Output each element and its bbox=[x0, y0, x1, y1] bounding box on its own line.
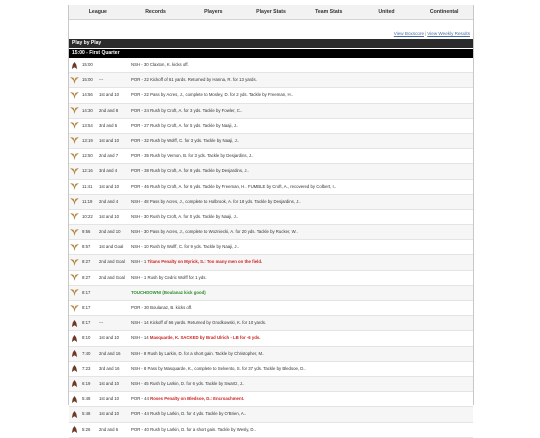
play-yardline: NSH - 8 bbox=[131, 350, 148, 356]
play-description bbox=[131, 210, 471, 224]
play-row bbox=[69, 377, 473, 392]
play-down: 3rd and 5 bbox=[99, 122, 118, 128]
team-logo-icon bbox=[70, 289, 79, 296]
play-time: 5:48 bbox=[82, 396, 91, 402]
play-row bbox=[69, 407, 473, 422]
play-description bbox=[131, 195, 471, 209]
play-description bbox=[131, 362, 471, 376]
play-description bbox=[131, 316, 471, 330]
play-text: Rush by Croft, A. for 6 yds. Tackle by Freeman, H.. FUMBLE by Croft, A., recovered by Colbert, I.. bbox=[150, 183, 337, 189]
play-row bbox=[69, 88, 473, 103]
play-row bbox=[69, 271, 473, 286]
play-text: Pass by Masquarde, K., complete to Selvento, S. for 37 yds. Tackle by Bledsoe, D.. bbox=[147, 365, 306, 371]
play-description bbox=[131, 88, 471, 102]
top-nav bbox=[69, 5, 473, 20]
quarter-header: 15:00 - First Quarter bbox=[69, 49, 473, 58]
play-yardline: NSH - 45 bbox=[131, 380, 150, 386]
play-row bbox=[69, 164, 473, 179]
team-logo-icon bbox=[70, 153, 79, 160]
play-down: 2nd and Goal bbox=[99, 274, 125, 280]
team-logo-icon bbox=[70, 107, 79, 114]
nav-continental[interactable]: Continental bbox=[429, 9, 459, 15]
play-time: 8:27 bbox=[82, 274, 91, 280]
play-row bbox=[69, 58, 473, 73]
play-row bbox=[69, 195, 473, 210]
play-down: --- bbox=[99, 77, 104, 83]
play-time: 10:22 bbox=[82, 213, 93, 219]
team-logo-icon bbox=[70, 411, 79, 418]
play-row bbox=[69, 119, 473, 134]
play-description bbox=[131, 164, 471, 178]
play-row bbox=[69, 240, 473, 255]
play-row bbox=[69, 316, 473, 331]
play-time: 13:19 bbox=[82, 137, 93, 143]
play-time: 8:17 bbox=[82, 305, 91, 310]
play-down: 1st and Goal bbox=[99, 244, 124, 250]
play-yardline: POR - 38 bbox=[131, 168, 151, 174]
play-time: 14:56 bbox=[82, 92, 93, 98]
play-time: 6:19 bbox=[82, 380, 91, 386]
play-row bbox=[69, 104, 473, 119]
play-text: Rush by Croft, A. for 5 yds. Tackle by Naaji, J.. bbox=[150, 122, 239, 128]
play-yardline: POR - 27 bbox=[131, 122, 151, 128]
play-text: Claxton, K. kicks off. bbox=[149, 62, 189, 67]
team-logo-icon bbox=[70, 365, 79, 372]
play-yardline: POR - 35 bbox=[131, 153, 151, 159]
play-text: Pass by Acres, J., complete to Wozniecki, A. for 20 yds. Tackle by Rucker, W.. bbox=[149, 229, 298, 235]
play-down: 1st and 10 bbox=[99, 137, 120, 143]
play-row bbox=[69, 423, 473, 438]
view-weekly-results-link[interactable]: View Weekly Results bbox=[427, 31, 470, 36]
play-description bbox=[131, 331, 471, 345]
play-text: Rush by Croft, A. for 3 yds. Tackle by Fowler, C.. bbox=[150, 107, 243, 113]
play-text: Boulanaz, B. kicks off. bbox=[150, 305, 193, 310]
view-boxscore-link[interactable]: View Boxscore bbox=[393, 31, 425, 36]
team-logo-icon bbox=[70, 62, 79, 69]
play-row bbox=[69, 210, 473, 225]
play-description bbox=[131, 104, 471, 118]
play-yardline: NSH - 14 bbox=[131, 335, 150, 341]
play-yardline: POR - 24 bbox=[131, 107, 151, 113]
play-description bbox=[131, 392, 471, 406]
play-down: 2nd and 7 bbox=[99, 153, 119, 159]
play-yardline: NSH - 30 bbox=[131, 213, 150, 219]
play-yardline: POR - 30 bbox=[131, 305, 151, 310]
play-time: 7:23 bbox=[82, 365, 91, 371]
team-logo-icon bbox=[70, 259, 79, 266]
play-time: 7:40 bbox=[82, 350, 91, 356]
play-description bbox=[131, 423, 471, 437]
play-down: 2nd and 16 bbox=[99, 350, 121, 356]
team-logo-icon bbox=[70, 183, 79, 190]
play-yardline: POR - 32 bbox=[131, 137, 151, 143]
nav-records[interactable]: Records bbox=[145, 9, 166, 15]
play-description bbox=[131, 119, 471, 133]
play-time: 8:17 bbox=[82, 289, 91, 295]
team-logo-icon bbox=[70, 350, 79, 357]
link-separator: | bbox=[425, 31, 427, 36]
team-logo-icon bbox=[70, 137, 79, 144]
play-yardline: NSH - 1 bbox=[131, 274, 148, 280]
team-logo-icon bbox=[70, 305, 79, 312]
play-description bbox=[131, 407, 471, 421]
play-yardline: NSH - 30 bbox=[131, 62, 150, 67]
play-text: Rush by Larkin, D. for 6 yds. Tackle by Swartz, J.. bbox=[149, 380, 245, 386]
play-text: Rush by Vernon, B. for 3 yds. Tackle by Desjardins, J.. bbox=[150, 153, 254, 159]
play-time: 8:27 bbox=[82, 259, 91, 265]
play-row bbox=[69, 149, 473, 164]
play-down: 2nd and 4 bbox=[99, 198, 119, 204]
play-yardline: POR - 22 bbox=[131, 92, 151, 98]
play-down: 2nd and Goal bbox=[99, 259, 125, 265]
play-yardline: NSH - 10 bbox=[131, 244, 150, 250]
play-time: 12:50 bbox=[82, 153, 93, 159]
play-row bbox=[69, 362, 473, 377]
play-description bbox=[131, 255, 471, 269]
play-time: 11:41 bbox=[82, 183, 93, 189]
play-down: 2nd and 8 bbox=[99, 107, 119, 113]
team-logo-icon bbox=[70, 335, 79, 342]
nav-league[interactable]: League bbox=[88, 9, 107, 15]
play-text: Rush by Wolff, C. for 3 yds. Tackle by Naaji, J.. bbox=[150, 137, 240, 143]
play-description bbox=[131, 377, 471, 391]
section-title: Play by Play bbox=[69, 39, 473, 48]
play-yardline: POR - 40 bbox=[131, 426, 151, 432]
team-logo-icon bbox=[70, 426, 79, 433]
play-text: Rush by Wolff, C. for 9 yds. Tackle by Naaji, J.. bbox=[149, 244, 239, 250]
team-logo-icon bbox=[70, 380, 79, 387]
play-time: 15:00 bbox=[82, 62, 93, 67]
play-highlight-text: TOUCHDOWN! (Boulanaz kick good) bbox=[131, 289, 206, 295]
play-row bbox=[69, 73, 473, 88]
play-text: Rush by Larkin, D. for a short gain. Tackle by Wesly, D.. bbox=[150, 426, 256, 432]
play-description bbox=[131, 347, 471, 361]
play-time: 8:57 bbox=[82, 244, 91, 250]
play-yardline: NSH - 14 bbox=[131, 320, 150, 326]
team-logo-icon bbox=[70, 198, 79, 205]
play-text: Rush by Cedric Wolff for 1 yds. bbox=[147, 274, 207, 280]
play-row bbox=[69, 392, 473, 407]
team-logo-icon bbox=[70, 168, 79, 175]
play-yardline: POR - 44 bbox=[131, 411, 151, 417]
play-text: Rush by Croft, A. for 0 yds. Tackle by Naaji, J.. bbox=[149, 213, 239, 219]
play-description bbox=[131, 134, 471, 148]
play-yardline: NSH - 30 bbox=[131, 229, 150, 235]
play-list bbox=[69, 58, 473, 438]
play-text: Pass by Acres, J., complete to Holbrook, A. for 18 yds. Tackle by Desjardins, J.. bbox=[149, 198, 301, 204]
play-row bbox=[69, 255, 473, 270]
play-text: Pass by Acres, J., complete to Mosley, D. for 2 yds. Tackle by Freeman, H.. bbox=[150, 92, 293, 98]
play-down: 1st and 10 bbox=[99, 183, 120, 189]
game-links bbox=[69, 28, 473, 39]
play-time: 5:48 bbox=[82, 411, 91, 417]
play-down: 3rd and 4 bbox=[99, 168, 118, 174]
team-logo-icon bbox=[70, 122, 79, 129]
play-row bbox=[69, 134, 473, 149]
play-down: 2nd and 6 bbox=[99, 426, 119, 432]
play-description bbox=[131, 301, 471, 315]
team-logo-icon bbox=[70, 77, 79, 84]
play-text: Rush by Larkin, D. for a short gain. Tackle by Christopher, M.. bbox=[147, 350, 265, 356]
team-logo-icon bbox=[70, 320, 79, 327]
play-row bbox=[69, 286, 473, 301]
team-logo-icon bbox=[70, 213, 79, 220]
play-text: Kickoff of 61 yards. Returned by Hanna, R. for 13 yards. bbox=[150, 77, 257, 83]
play-yardline: NSH - 48 bbox=[131, 198, 150, 204]
play-yardline: NSH - 1 bbox=[131, 259, 148, 265]
play-yardline: POR - 44 bbox=[131, 396, 151, 402]
play-row bbox=[69, 301, 473, 316]
play-text: Kickoff of 66 yards. Returned by Grodkowski, K. for 10 yards. bbox=[149, 320, 267, 326]
team-logo-icon bbox=[70, 274, 79, 281]
nav-team-stats[interactable]: Team Stats bbox=[315, 9, 343, 15]
play-highlight-text: Titans Penalty on Myrick, S.: Too many men on the field. bbox=[147, 259, 263, 265]
play-text: Rush by Larkin, D. for 4 yds. Tackle by O'Brien, A.. bbox=[150, 411, 247, 417]
play-text: Rush by Croft, A. for 8 yds. Tackle by Desjardins, J.. bbox=[150, 168, 249, 174]
team-logo-icon bbox=[70, 244, 79, 251]
play-description bbox=[131, 149, 471, 163]
play-description bbox=[131, 180, 471, 194]
play-down: 1st and 10 bbox=[99, 411, 120, 417]
nav-players[interactable]: Players bbox=[204, 9, 223, 15]
nav-united[interactable]: United bbox=[378, 9, 395, 15]
play-time: 13:54 bbox=[82, 122, 93, 128]
play-row bbox=[69, 180, 473, 195]
page-container bbox=[68, 5, 474, 432]
play-time: 12:16 bbox=[82, 168, 93, 174]
nav-player-stats[interactable]: Player Stats bbox=[256, 9, 286, 15]
play-description bbox=[131, 225, 471, 239]
play-yardline: NSH - 8 bbox=[131, 365, 148, 371]
play-description bbox=[131, 73, 471, 87]
play-time: 15:00 bbox=[82, 77, 93, 83]
play-row bbox=[69, 331, 473, 346]
play-time: 9:56 bbox=[82, 229, 91, 235]
play-row bbox=[69, 225, 473, 240]
play-highlight-text: Masquarde, K. SACKED by Brad Ulrich - LB for -6 yds. bbox=[149, 335, 261, 341]
play-description bbox=[131, 271, 471, 285]
play-row bbox=[69, 347, 473, 362]
team-logo-icon bbox=[70, 92, 79, 99]
team-logo-icon bbox=[70, 396, 79, 403]
play-time: 5:26 bbox=[82, 426, 91, 432]
play-time: 8:10 bbox=[82, 335, 91, 341]
play-highlight-text: Roses Penalty on Bledsoe, D.: Encroachment. bbox=[150, 396, 245, 402]
play-description bbox=[131, 240, 471, 254]
play-down: 1st and 10 bbox=[99, 213, 120, 219]
play-time: 14:30 bbox=[82, 107, 93, 113]
play-yardline: POR - 46 bbox=[131, 183, 151, 189]
play-down: 1st and 10 bbox=[99, 396, 120, 402]
team-logo-icon bbox=[70, 229, 79, 236]
play-down: 1st and 10 bbox=[99, 380, 120, 386]
play-yardline: POR - 22 bbox=[131, 77, 151, 83]
play-time: 8:17 bbox=[82, 320, 91, 326]
play-down: 1st and 10 bbox=[99, 335, 120, 341]
play-down: 1st and 10 bbox=[99, 92, 120, 98]
play-description bbox=[131, 286, 471, 300]
play-down: --- bbox=[99, 320, 104, 326]
play-time: 11:19 bbox=[82, 198, 93, 204]
play-description bbox=[131, 58, 471, 72]
play-down: 2nd and 10 bbox=[99, 229, 121, 235]
play-down: 3rd and 16 bbox=[99, 365, 120, 371]
